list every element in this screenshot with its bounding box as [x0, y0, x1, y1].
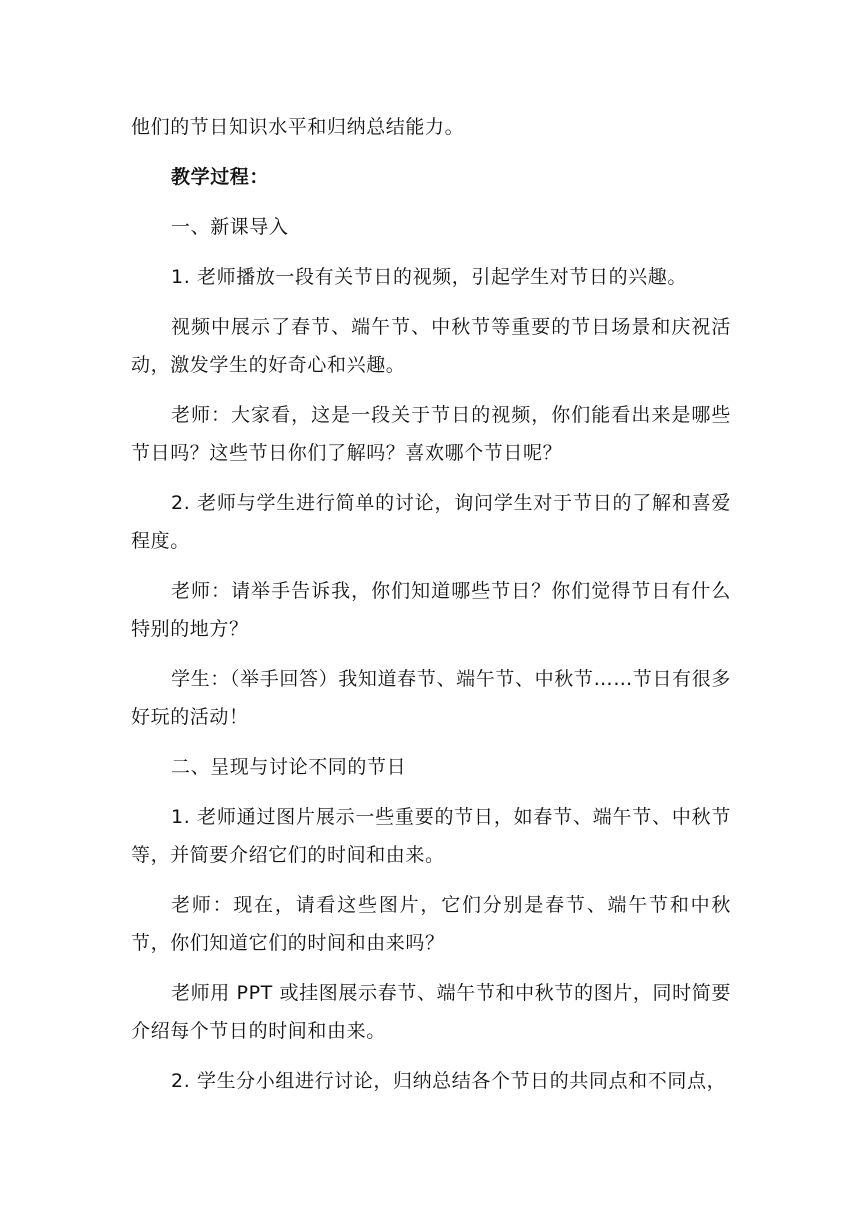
paragraph-video-description: 视频中展示了春节、端午节、中秋节等重要的节日场景和庆祝活动，激发学生的好奇心和兴趣。 [131, 316, 731, 376]
paragraph-step-1: 1. 老师播放一段有关节日的视频，引起学生对节日的兴趣。 [171, 266, 687, 288]
subsection-heading-intro: 一、新课导入 [171, 216, 289, 238]
paragraph-step-1b: 1. 老师通过图片展示一些重要的节日，如春节、端午节、中秋节等，并简要介绍它们的时间和由来。 [131, 806, 731, 866]
paragraph-student-answer: 学生：（举手回答）我知道春节、端午节、中秋节……节日有很多好玩的活动！ [131, 668, 731, 728]
subsection-heading-festivals: 二、呈现与讨论不同的节日 [171, 756, 407, 778]
paragraph-teacher-question-2: 老师：请举手告诉我，你们知道哪些节日？你们觉得节日有什么特别的地方？ [131, 580, 731, 640]
paragraph-step-2b: 2. 学生分小组进行讨论，归纳总结各个节日的共同点和不同点， [171, 1070, 727, 1092]
paragraph-teacher-question-1: 老师：大家看，这是一段关于节日的视频，你们能看出来是哪些节日吗？这些节日你们了解吗？喜欢哪个节日呢？ [131, 404, 731, 464]
section-heading-teaching-process: 教学过程： [171, 166, 270, 188]
paragraph-step-2: 2. 老师与学生进行简单的讨论，询问学生对于节日的了解和喜爱程度。 [131, 492, 731, 552]
document-body [131, 108, 731, 1112]
paragraph-ppt-description: 老师用 PPT 或挂图展示春节、端午节和中秋节的图片，同时简要介绍每个节日的时间和由来。 [131, 982, 731, 1042]
paragraph-teacher-question-3: 老师：现在，请看这些图片，它们分别是春节、端午节和中秋节，你们知道它们的时间和由来吗？ [131, 894, 731, 954]
paragraph-continuation: 他们的节日知识水平和归纳总结能力。 [131, 116, 465, 138]
